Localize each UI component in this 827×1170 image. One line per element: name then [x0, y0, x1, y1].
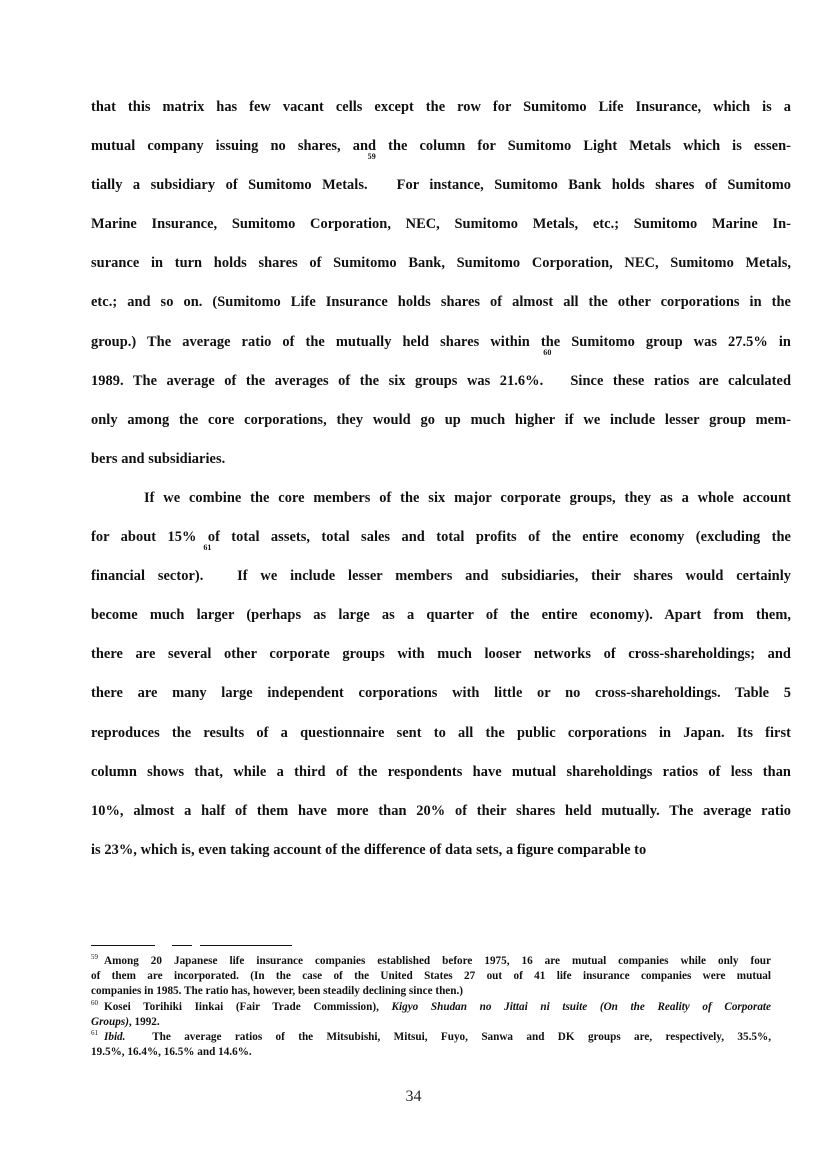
footnote-title: Groups): [91, 1015, 129, 1028]
text-line: become much larger (perhaps as large as a quarter of the entire economy). Apart from them,: [91, 607, 791, 624]
footnote-line: of them are incorporated. (In the case of the United States 27 out of 41 life insurance companies were mutual: [91, 970, 771, 983]
footnote-59: [91, 954, 771, 969]
text-line: only among the core corporations, they would go up much higher if we include lesser group mem-: [91, 411, 791, 428]
footnotes: [91, 954, 771, 1060]
text-line: [91, 347, 791, 401]
text-line: [91, 152, 792, 205]
text-line: that this matrix has few vacant cells except the row for Sumitomo Life Insurance, which is a: [91, 99, 791, 115]
text-line: 10%, almost a half of them have more than 20% of their shares held mutually. The average ratio: [91, 802, 791, 819]
text-line: etc.; and so on. (Sumitomo Life Insurance holds shares of almost all the other corporations in the: [91, 294, 791, 311]
footnote-ibid: Ibid.: [104, 1030, 126, 1043]
text-line: Marine Insurance, Sumitomo Corporation, NEC, Sumitomo Metals, etc.; Sumitomo Marine In-: [91, 216, 791, 233]
footnote-ref[interactable]: 60: [543, 347, 552, 357]
text-line: reproduces the results of a questionnaire sent to all the public corporations in Japan. Its first: [91, 724, 791, 741]
footnote-line: 19.5%, 16.4%, 16.5% and 14.6%.: [91, 1046, 252, 1059]
text-span: financial sector).: [91, 568, 204, 585]
text-span: For instance, Sumitomo Bank holds shares of Sumitomo: [396, 177, 792, 194]
text-line: is 23%, which is, even taking account of the difference of data sets, a figure comparable to: [91, 841, 647, 858]
body-text: [91, 88, 791, 870]
footnote-title: Kigyo Shudan no Jittai ni tsuite (On the Reality of Corporate: [391, 1000, 771, 1013]
footnote-separator: [172, 945, 192, 946]
text-line: for about 15% of total assets, total sales and total profits of the entire economy (excluding the: [91, 529, 791, 546]
footnote-number: 61: [91, 1028, 98, 1037]
footnote-text: The average ratios of the Mitsubishi, Mitsui, Fuyo, Sanwa and DK groups are, respectively, 35.5%,: [152, 1030, 771, 1043]
text-span: Since these ratios are calculated: [570, 372, 791, 389]
footnote-number: 59: [91, 953, 98, 961]
footnote-text: Among 20 Japanese life insurance companies established before 1975, 16 are mutual companies while only four: [104, 955, 771, 967]
footnote-line: companies in 1985. The ratio has, however, been steadily declining since then.): [91, 985, 463, 998]
text-line: there are many large independent corporations with little or no cross-shareholdings. Table 5: [91, 685, 791, 702]
text-line: bers and subsidiaries.: [91, 450, 226, 467]
footnote-ref[interactable]: 61: [203, 543, 212, 553]
text-line: column shows that, while a third of the respondents have mutual shareholdings ratios of less than: [91, 763, 791, 780]
footnote-ref[interactable]: 59: [367, 152, 376, 162]
footnote-text: Kosei Torihiki Iinkai (Fair Trade Commission),: [104, 1000, 379, 1013]
page-number: 34: [405, 1088, 422, 1105]
footnote-61: [91, 1030, 771, 1045]
text-span: 1989. The average of the averages of the six groups was 21.6%.: [91, 372, 544, 389]
footnote-number: 60: [91, 998, 98, 1007]
text-span: tially a subsidiary of Sumitomo Metals.: [91, 177, 368, 194]
text-line: group.) The average ratio of the mutually held shares within the Sumitomo group was 27.5% in: [91, 333, 791, 350]
paragraph-start-line: If we combine the core members of the six major corporate groups, they as a whole account: [144, 489, 791, 506]
footnote-line: [91, 1015, 771, 1030]
text-line: [91, 543, 791, 596]
footnote-text: , 1992.: [128, 1015, 160, 1028]
text-span: If we include lesser members and subsidiaries, their shares would certainly: [237, 568, 791, 585]
text-line: surance in turn holds shares of Sumitomo Bank, Sumitomo Corporation, NEC, Sumitomo Metals,: [91, 255, 791, 272]
text-line: there are several other corporate groups with much looser networks of cross-shareholdings; and: [91, 646, 791, 663]
footnote-separator: [200, 945, 292, 946]
footnote-60: [91, 1000, 771, 1015]
text-line: mutual company issuing no shares, and the column for Sumitomo Light Metals which is essen-: [91, 138, 791, 155]
footnote-separator: [91, 945, 155, 946]
